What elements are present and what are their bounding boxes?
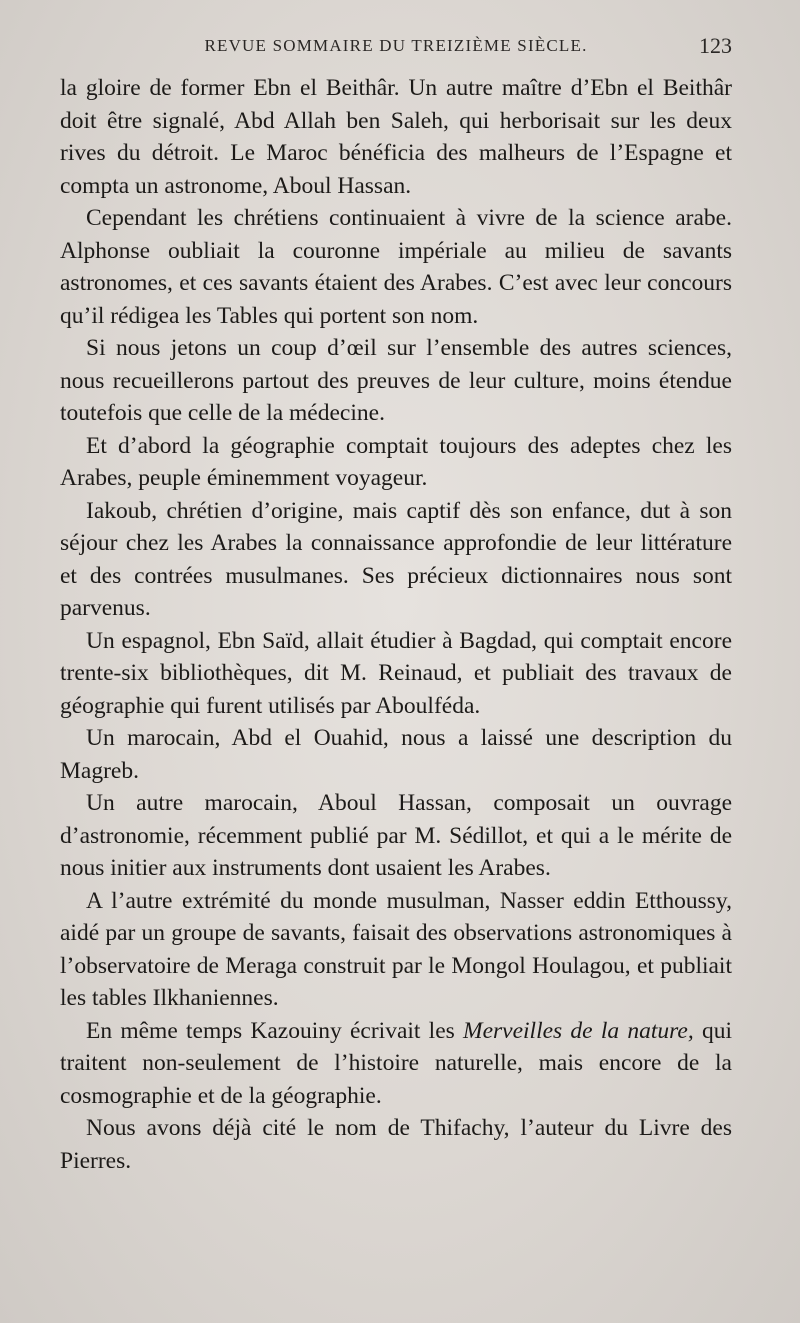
paragraph: Nous avons déjà cité le nom de Thifachy, l’auteur du Livre des Pierres. — [60, 1115, 732, 1174]
page-header — [60, 30, 732, 60]
paragraph-text: En même temps Kazouiny écrivait les — [86, 1017, 464, 1044]
body-text — [60, 72, 732, 1177]
page-number: 123 — [699, 33, 732, 58]
running-head: REVUE SOMMAIRE DU TREIZIÈME SIÈCLE. — [204, 36, 588, 55]
paragraph: Iakoub, chrétien d’origine, mais captif dès son enfance, dut à son séjour chez les Arabes la connaissance approfondie de leur littérature et des contrées musulmanes. Ses précieux dictionnaires nous sont parvenus. — [60, 497, 732, 621]
paragraph — [60, 1015, 732, 1113]
paragraph: Et d’abord la géographie comptait toujours des adeptes chez les Arabes, peuple éminemment voyageur. — [60, 432, 732, 491]
paragraph: A l’autre extrémité du monde musulman, Nasser eddin Etthoussy, aidé par un groupe de savants, faisait des observations astronomiques à l’observatoire de Meraga construit par le Mongol Houlagou, et publiait les tables Ilkhaniennes. — [60, 887, 732, 1011]
paragraph: Un autre marocain, Aboul Hassan, composait un ouvrage d’astronomie, récemment publié par M. Sédillot, et qui a le mérite de nous initier aux instruments dont usaient les Arabes. — [60, 790, 732, 881]
paragraph: la gloire de former Ebn el Beithâr. Un autre maître d’Ebn el Beithâr doit être signalé, Abd Allah ben Saleh, qui herborisait sur les deux rives du détroit. Le Maroc bénéficia des malheurs de l’Espagne et compta un astronome, Aboul Hassan. — [60, 75, 732, 199]
paragraph-text: qui traitent non-seulement de l’histoire naturelle, mais encore de la cosmographie et de la géographie. — [60, 1017, 733, 1109]
paragraph: Un marocain, Abd el Ouahid, nous a laissé une description du Magreb. — [60, 725, 732, 784]
book-title-italic: Merveilles de la nature, — [463, 1017, 694, 1044]
paragraph: Si nous jetons un coup d’œil sur l’ensemble des autres sciences, nous recueillerons partout des preuves de leur culture, moins étendue toutefois que celle de la médecine. — [60, 335, 732, 426]
paragraph: Cependant les chrétiens continuaient à vivre de la science arabe. Alphonse oubliait la couronne impériale au milieu de savants astronomes, et ces savants étaient des Arabes. C’est avec leur concours qu’il rédigea les Tables qui portent son nom. — [60, 205, 732, 329]
paragraph: Un espagnol, Ebn Saïd, allait étudier à Bagdad, qui comptait encore trente-six bibliothèques, dit M. Reinaud, et publiait des travaux de géographie qui furent utilisés par Aboulféda. — [60, 627, 732, 719]
